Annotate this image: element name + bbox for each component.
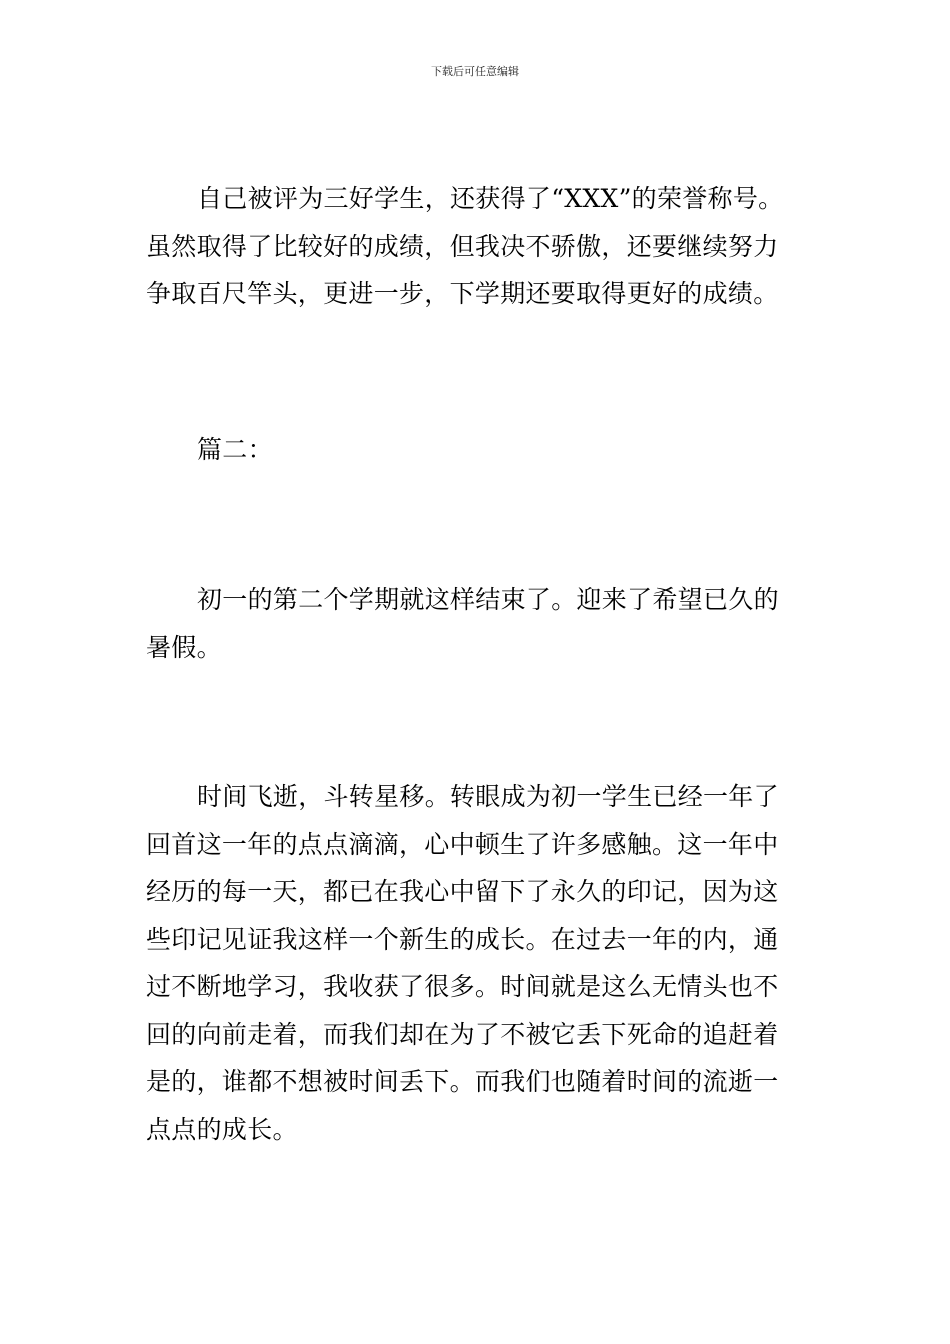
paragraph bbox=[146, 576, 808, 671]
paragraph-line: 过不断地学习，我收获了很多。时间就是这么无情头也不 bbox=[146, 972, 779, 1001]
paragraph-line: 时间飞逝，斗转星移。转眼成为初一学生已经一年了 bbox=[197, 782, 779, 811]
paragraph-line: 自己被评为三好学生，还获得了“XXX”的荣誉称号。 bbox=[197, 184, 784, 213]
page-header: 下载后可任意编辑 bbox=[431, 65, 519, 78]
paragraph-line: 回首这一年的点点滴滴，心中顿生了许多感触。这一年中 bbox=[146, 829, 779, 859]
section-heading bbox=[146, 426, 808, 474]
heading-line: 篇二： bbox=[197, 435, 273, 464]
paragraph-line: 虽然取得了比较好的成绩，但我决不骄傲，还要继续努力 bbox=[146, 231, 779, 261]
paragraph bbox=[146, 773, 808, 1153]
paragraph bbox=[146, 175, 808, 318]
paragraph-line: 些印记见证我这样一个新生的成长。在过去一年的内，通 bbox=[146, 924, 779, 954]
paragraph-line: 点点的成长。 bbox=[146, 1114, 298, 1144]
paragraph-line: 回的向前走着，而我们却在为了不被它丢下死命的追赶着 bbox=[146, 1019, 779, 1049]
paragraph-line: 经历的每一天，都已在我心中留下了永久的印记，因为这 bbox=[146, 877, 779, 906]
paragraph-line: 暑假。 bbox=[146, 632, 222, 662]
paragraph-line: 争取百尺竿头，更进一步，下学期还要取得更好的成绩。 bbox=[146, 279, 779, 308]
paragraph-line: 初一的第二个学期就这样结束了。迎来了希望已久的 bbox=[197, 585, 779, 614]
paragraph-line: 是的，谁都不想被时间丢下。而我们也随着时间的流逝一 bbox=[146, 1067, 779, 1096]
